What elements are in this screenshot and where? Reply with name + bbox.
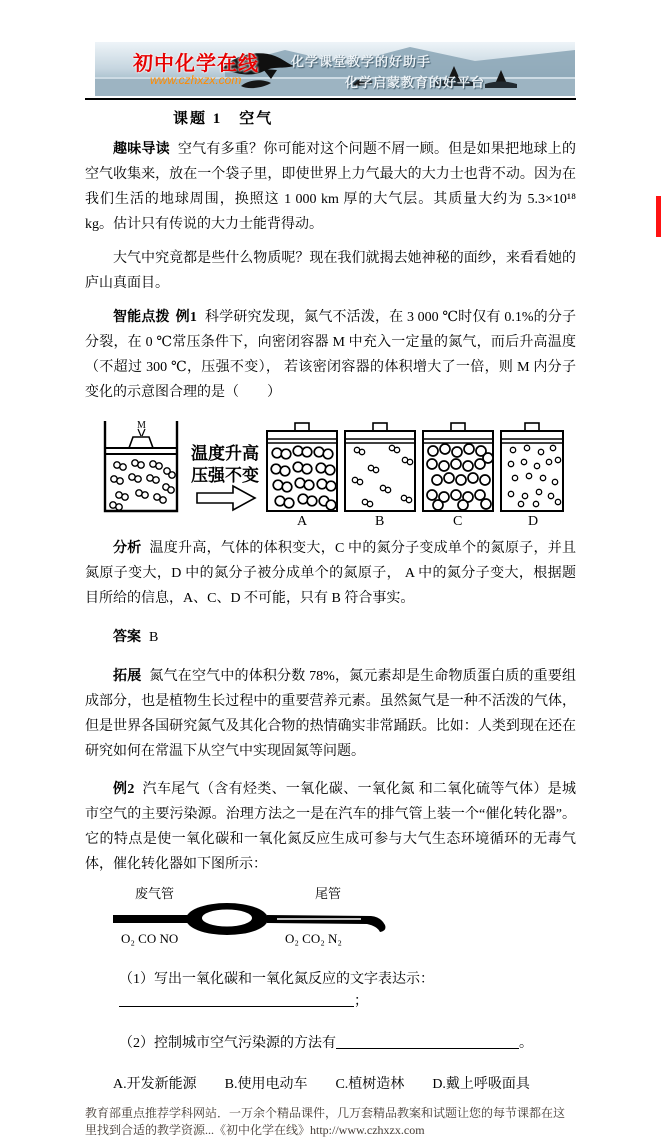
choice-list xyxy=(113,1073,576,1093)
option-a-label: A xyxy=(297,514,308,529)
example2-label: 例2 xyxy=(113,782,135,797)
site-logo-text: 初中化学在线 xyxy=(133,53,259,75)
example1-paragraph xyxy=(85,305,576,405)
footer-promo xyxy=(85,1105,575,1139)
footer-url: http://www.czhxzx.com xyxy=(310,1123,425,1137)
intro-text-2: 大气中究竟都是些什么物质呢？现在我们就揭去她神秘的面纱，来看看她的庐山真面目。 xyxy=(85,251,576,291)
site-banner xyxy=(95,42,575,96)
container-b xyxy=(345,423,415,529)
choice-d: D.戴上呼吸面具 xyxy=(432,1077,530,1092)
molecule-diagram xyxy=(95,417,565,527)
banner-slogan-top: 化学课堂教学的好助手 xyxy=(291,54,432,69)
answer-blank-2 xyxy=(336,1034,519,1049)
piston-m-label: M xyxy=(137,420,146,431)
footer-text: 教育部重点推荐学科网站．一万余个精品课件，几万套精品教案和试题让您的每节课都在这里找到合适的教学资源...《初中化学在线》 xyxy=(85,1106,566,1137)
example2-paragraph xyxy=(85,777,576,877)
analysis-label: 分析 xyxy=(113,541,142,556)
container-d xyxy=(501,423,563,529)
answer-value: B xyxy=(149,630,159,645)
site-url-text: www.czhxzx.com xyxy=(150,73,242,87)
choice-c: C.植树造林 xyxy=(335,1077,405,1092)
page-content xyxy=(85,42,576,1139)
red-highlight-marker xyxy=(656,196,661,237)
condition-line2: 压强不变 xyxy=(191,466,259,485)
example1-text: 科学研究发现，氮气不活泼，在 3 000 ℃时仅有 0.1%的分子分裂，在 0 ℃常压条件下，向密闭容器 M 中充入一定量的氮气，而后升高温度（不超过 300 ℃，压强不变）， 若该密闭容器的体积增大了一倍，则 M 内分子变化的示意图合理的是（ ） xyxy=(85,310,577,400)
extension-label: 拓展 xyxy=(113,669,142,684)
option-d-label: D xyxy=(528,514,539,529)
container-m-molecules xyxy=(110,460,175,510)
outlet-gases: O₂ CO₂ N₂ xyxy=(285,931,342,946)
section-label: 智能点拨 xyxy=(113,310,170,325)
header-divider xyxy=(85,98,576,100)
analysis-paragraph xyxy=(85,536,576,611)
intro-paragraph-2 xyxy=(85,246,576,296)
question-2-text: （2）控制城市空气污染源的方法有 xyxy=(119,1036,336,1051)
analysis-text: 温度升高，气体的体积变大，C 中的氮分子变成单个的氮原子，并且氮原子变大，D 中的氮分子被分成单个的氮原子， A 中的氮分子变大，根据题目所给的信息，A、C、D 不可能，只有 B 符合事实。 xyxy=(85,541,576,606)
intro-text: 空气有多重？你可能对这个问题不屑一顾。但是如果把地球上的空气收集来，放在一个袋子里，即使世界上力气最大的大力士也背不动。因为在我们生活的地球周围，换照这 1 000 km 厚的大气层。其质量大约为 5.3×10¹⁸ kg。估计只有传说的大力士能背得动。 xyxy=(85,142,577,232)
example2-figure xyxy=(109,885,576,949)
outlet-pipe xyxy=(267,915,385,932)
answer-paragraph xyxy=(85,625,576,650)
question-2 xyxy=(119,1033,576,1055)
question-1 xyxy=(119,969,576,1013)
intro-paragraph xyxy=(85,137,576,237)
answer-blank-1 xyxy=(119,992,354,1007)
converter-core xyxy=(202,910,252,927)
intro-label: 趣味导读 xyxy=(113,142,170,157)
condition-line1: 温度升高 xyxy=(191,444,259,463)
container-c xyxy=(423,423,493,529)
question-1-text: （1）写出一氧化碳和一氧化氮反应的文字表达示： xyxy=(119,972,434,987)
container-a xyxy=(267,423,337,529)
choice-a: A.开发新能源 xyxy=(113,1077,197,1092)
banner-slogan-bottom: 化学启蒙教育的好平台 xyxy=(345,75,486,90)
extension-text: 氮气在空气中的体积分数 78%，氮元素却是生命物质蛋白质的重要组成部分，也是植物生长过程中的重要营养元素。虽然氮气是一种不活泼的气体，但是世界各国研究氮气及其化合物的热情确实非常踊跃。比如：人类到现在还在研究如何在常温下从空气中实现固氮等问题。 xyxy=(85,669,577,759)
catalytic-converter-diagram xyxy=(109,885,419,949)
question-2-end: 。 xyxy=(519,1036,533,1051)
example1-figure xyxy=(95,417,576,527)
extension-paragraph xyxy=(85,664,576,764)
answer-label: 答案 xyxy=(113,630,141,645)
option-b-label: B xyxy=(375,514,385,529)
choice-b: B.使用电动车 xyxy=(224,1077,308,1092)
outlet-pipe-label: 尾管 xyxy=(315,886,342,901)
page-title: 课题 1 空气 xyxy=(173,111,274,127)
question-1-end: ； xyxy=(354,994,368,1009)
right-arrow-icon xyxy=(197,486,255,510)
condition-annotation xyxy=(191,443,259,510)
example1-label: 例1 xyxy=(175,310,197,325)
option-c-label: C xyxy=(453,514,463,529)
inlet-pipe xyxy=(113,915,189,923)
inlet-pipe-label: 废气管 xyxy=(135,886,175,901)
inlet-gases: O₂ CO NO xyxy=(121,931,179,946)
example2-text: 汽车尾气（含有烃类、一氧化碳、一氧化氮 和二氧化硫等气体）是城市空气的主要污染源。治理方法之一是在汽车的排气管上装一个“催化转化器”。它的特点是使一氧化碳和一氧化氮反应生成可参与大气生态环境循环的无毒气体，催化转化器如下图所示： xyxy=(85,782,576,872)
